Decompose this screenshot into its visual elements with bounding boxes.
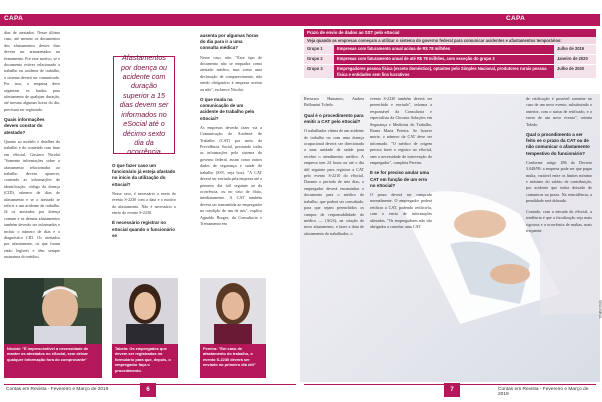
portrait-woman-image (200, 278, 266, 344)
photo-caption: Nicolai: "É imprescindível a necessidade de manter os atestados no eSocial, sem deixar qualquer informação fora do comprovante" (4, 344, 102, 378)
paragraph: Quanto ao modelo e detalhes do trabalho e do conteúdo com base em eSocial, Gustavo Nicolai "Somente informações sobre o afastamento relacionadas ao trabalho devem aparecer, contendo as informações de identificação, código da doença (CID), número de dias de afastamento e se o atestado se referir a um acidente de trabalho. Já os atestados por doença comum e os demais afastamentos também deverão ser informados e incluir o número de dias e o diagnóstico CID. Os atestados por afastamento, os que foram estão legíveis e têm sempre assinatura do médico. (4, 138, 60, 260)
table-row (304, 45, 596, 55)
footer-text: Contas em Revista - Fevereiro e Março de 2019 (498, 387, 589, 397)
table-cell-date: Julho de 2019 (554, 45, 596, 54)
question-heading: Qual o procedimento a ser feito se o prazo da CAT ou de não comunicar o afastamento tempestivo do funcionário? (526, 132, 590, 156)
section-header-bar (0, 14, 300, 26)
photo-woman-2 (200, 278, 266, 344)
section-label: CAPA (4, 15, 24, 22)
photo-caption: Tabela: Os empregados que devem ser registrados no formulário para que, depois, o empregador faça o procedimento. (112, 344, 178, 378)
paragraph: Recursos Humanos, Andrea Bellomini Toledo. (304, 96, 364, 108)
right-column-2 (370, 96, 432, 235)
deadline-table (304, 29, 596, 79)
photo-credit: Shutterstock (598, 300, 602, 319)
table-cell-date: Janeiro de 2020 (554, 55, 596, 64)
photo-nicolai (4, 278, 102, 344)
pull-quote (113, 53, 175, 157)
portrait-man-image (4, 278, 102, 344)
section-label: CAPA (506, 15, 526, 22)
question-heading: O que muda na comunicação de um acidente de trabalho pelo eSocial? (200, 97, 255, 121)
table-cell-group: Grupo 1 (304, 45, 334, 54)
table-cell-description: Empresas com faturamento anual acima de R$ 78 milhões (334, 45, 554, 54)
paragraph: O trabalhador vítima de um acidente de trabalho ou com uma doença ocupacional deverá ser direcionado a uma unidade de saúde para receber o atendimento médico. A empresa tem 24 horas ou até o dia útil seguinte para registrar a CAT pelo evento S-2210 do eSocial. Durante o período de sete dias, o empregador deverá encaminhar o documento para o médico do trabalho, que poderá ser consultado, para que sejam preenchidos os campos de responsabilidade do médico — (AGS), na criação de novo afastamento, e fazer a data de afastamento do trabalhador, o (304, 128, 364, 236)
paragraph: evento S-2230 também deverá ser preenchido e enviado", informa a responsável da Consultoria e especialista da Chronos Soluções em Segurança e Medicina do Trabalho, Bruna Maria Pereira. Se houver morte, o número da CAT deve ser informado. "O médico de origem precisa fazer o registro no eSocial, sem a necessidade de intervenção do empregador", completa Pereira. (370, 96, 432, 166)
right-column-1 (304, 96, 364, 241)
footer-text: Contas em Revista - Fevereiro e Março de 2019 (6, 387, 109, 392)
left-column-2 (112, 160, 176, 242)
portrait-woman-image (112, 278, 178, 344)
paragraph: As empresas deverão fazer via a Comunicação de Acidente de Trabalho (CAT) por meio da Previdência Social, prestando todas as informações pelo sistema do governo federal, assim como outros dados de segurança e saúde do trabalho (SST, veja box). "A CAT deverá ser enviada pela empresa até o primeiro dia útil seguinte ao da ocorrência, ou no caso de óbito, imediatamente. A CAT também deverá ser transmitida ao empregador na condição de um de nós", explica Agnaldo Borges, da Consultoria e Treinamento em (200, 124, 262, 226)
question-heading: O que fazer caso um funcionário já esteja afastado no início da utilização do eSocial? (112, 163, 176, 187)
question-heading: ausenta por algumas horas do dia para ir a uma consulta médica? (200, 33, 259, 51)
paragraph: dias de atestados. Nesse último caso, até mesmo os documentos dos afastamentos desses dias devem ser armazenados no firmamento. Por esse motivo, se o documento estiver relacionado a trabalho ou acidente de trabalho, o sistema deverá ser comunicado. Por isso, a empresa deve organizar os laudos para afastamento de qualquer duração, até mesmo algumas horas do dia, precisará ser registrado. (4, 30, 60, 112)
section-header-bar (300, 14, 600, 26)
table-cell-date: Julho de 2020 (554, 65, 596, 78)
paragraph: O prazo deverá ser cumprido normalmente. O empregador poderá retificar a CAT, podendo retificá-la, com o envio de informações alteradas. "Os empregadores não são obrigados a cancelar uma CAT (370, 192, 432, 230)
table-title: Prazo de envio de dados ao SST pelo eSocial (304, 29, 596, 37)
table-cell-group: Grupo 2 (304, 55, 334, 64)
left-column-3 (200, 30, 262, 231)
page-number: 7 (444, 383, 460, 397)
question-heading: É necessário registrar no eSocial quando o funcionário se (112, 220, 176, 238)
left-column-1 (4, 30, 60, 265)
table-cell-group: Grupo 3 (304, 65, 334, 78)
table-cell-description: Empresas com faturamento anual de até R$ 78 milhões, com exceção do grupo 3 (334, 55, 554, 64)
photo-woman-1 (112, 278, 178, 344)
pull-quote-text: Afastamentos por doença ou acidente com duração superior a 15 dias devem ser informados no eSocial até o décimo sexto dia da ocorrência (119, 53, 169, 157)
table-row (304, 65, 596, 79)
paragraph: Nesse caso, é necessário o envio do evento S-2230 com a data e o motivo do afastamento. Não é necessário o envio do evento S-2230. (112, 190, 176, 216)
left-page (0, 0, 300, 402)
paragraph: Conforme artigo 286 do Decreto 3.048/99, a empresa pode ser que pagar multa, variável entre os limites mínimo e máximo do salário de contribuição, por acidente que tenha deixado de comunicar no prazo. Na reincidência, a penalidade será dobrada. (526, 159, 592, 204)
question-heading: E se for preciso anular uma CAT em função de um erro no eSocial? (370, 170, 430, 188)
table-cell-description: Empregadores pessoa física (exceto doméstico), optantes pelo Simples Nacional, produtores rurais pessoa física e entidades sem fins lucrativos (334, 65, 554, 78)
question-heading: Quais informações devem constar do atestado? (4, 117, 45, 135)
paragraph: Nesse caso, não. "Esse tipo de documento não se enquadra como atestado médico, mas como uma declaração de comparecimento, não sendo obrigatório à empresa aceitar ou não", esclarece Nicolai. (200, 54, 262, 92)
paragraph: de retificação é possível somente no caso de um novo evento, substituindo o anterior, com o status de retificado, e o envio de um novo evento", orienta Toledo. (526, 96, 592, 127)
photo-caption: Pereira: "Em caso de afastamento do trabalho, o evento S-2230 deverá ser enviado no primeiro dia útil" (200, 344, 266, 378)
table-subtitle: Veja quando as empresas começam a utilizar o sistema do governo federal para comunicar acidentes e afastamentos temporários: (304, 37, 596, 45)
right-page (300, 0, 600, 402)
paragraph: Contudo, com a entrada do eSocial, a tendência é que a fiscalização seja mais rigorosa e a ocorrência de multas, mais frequente. (526, 208, 592, 233)
table-row (304, 55, 596, 65)
right-column-3 (526, 96, 592, 238)
question-heading: Qual é o procedimento para emitir a CAT pelo eSocial? (304, 112, 364, 125)
page-number: 6 (140, 383, 156, 397)
